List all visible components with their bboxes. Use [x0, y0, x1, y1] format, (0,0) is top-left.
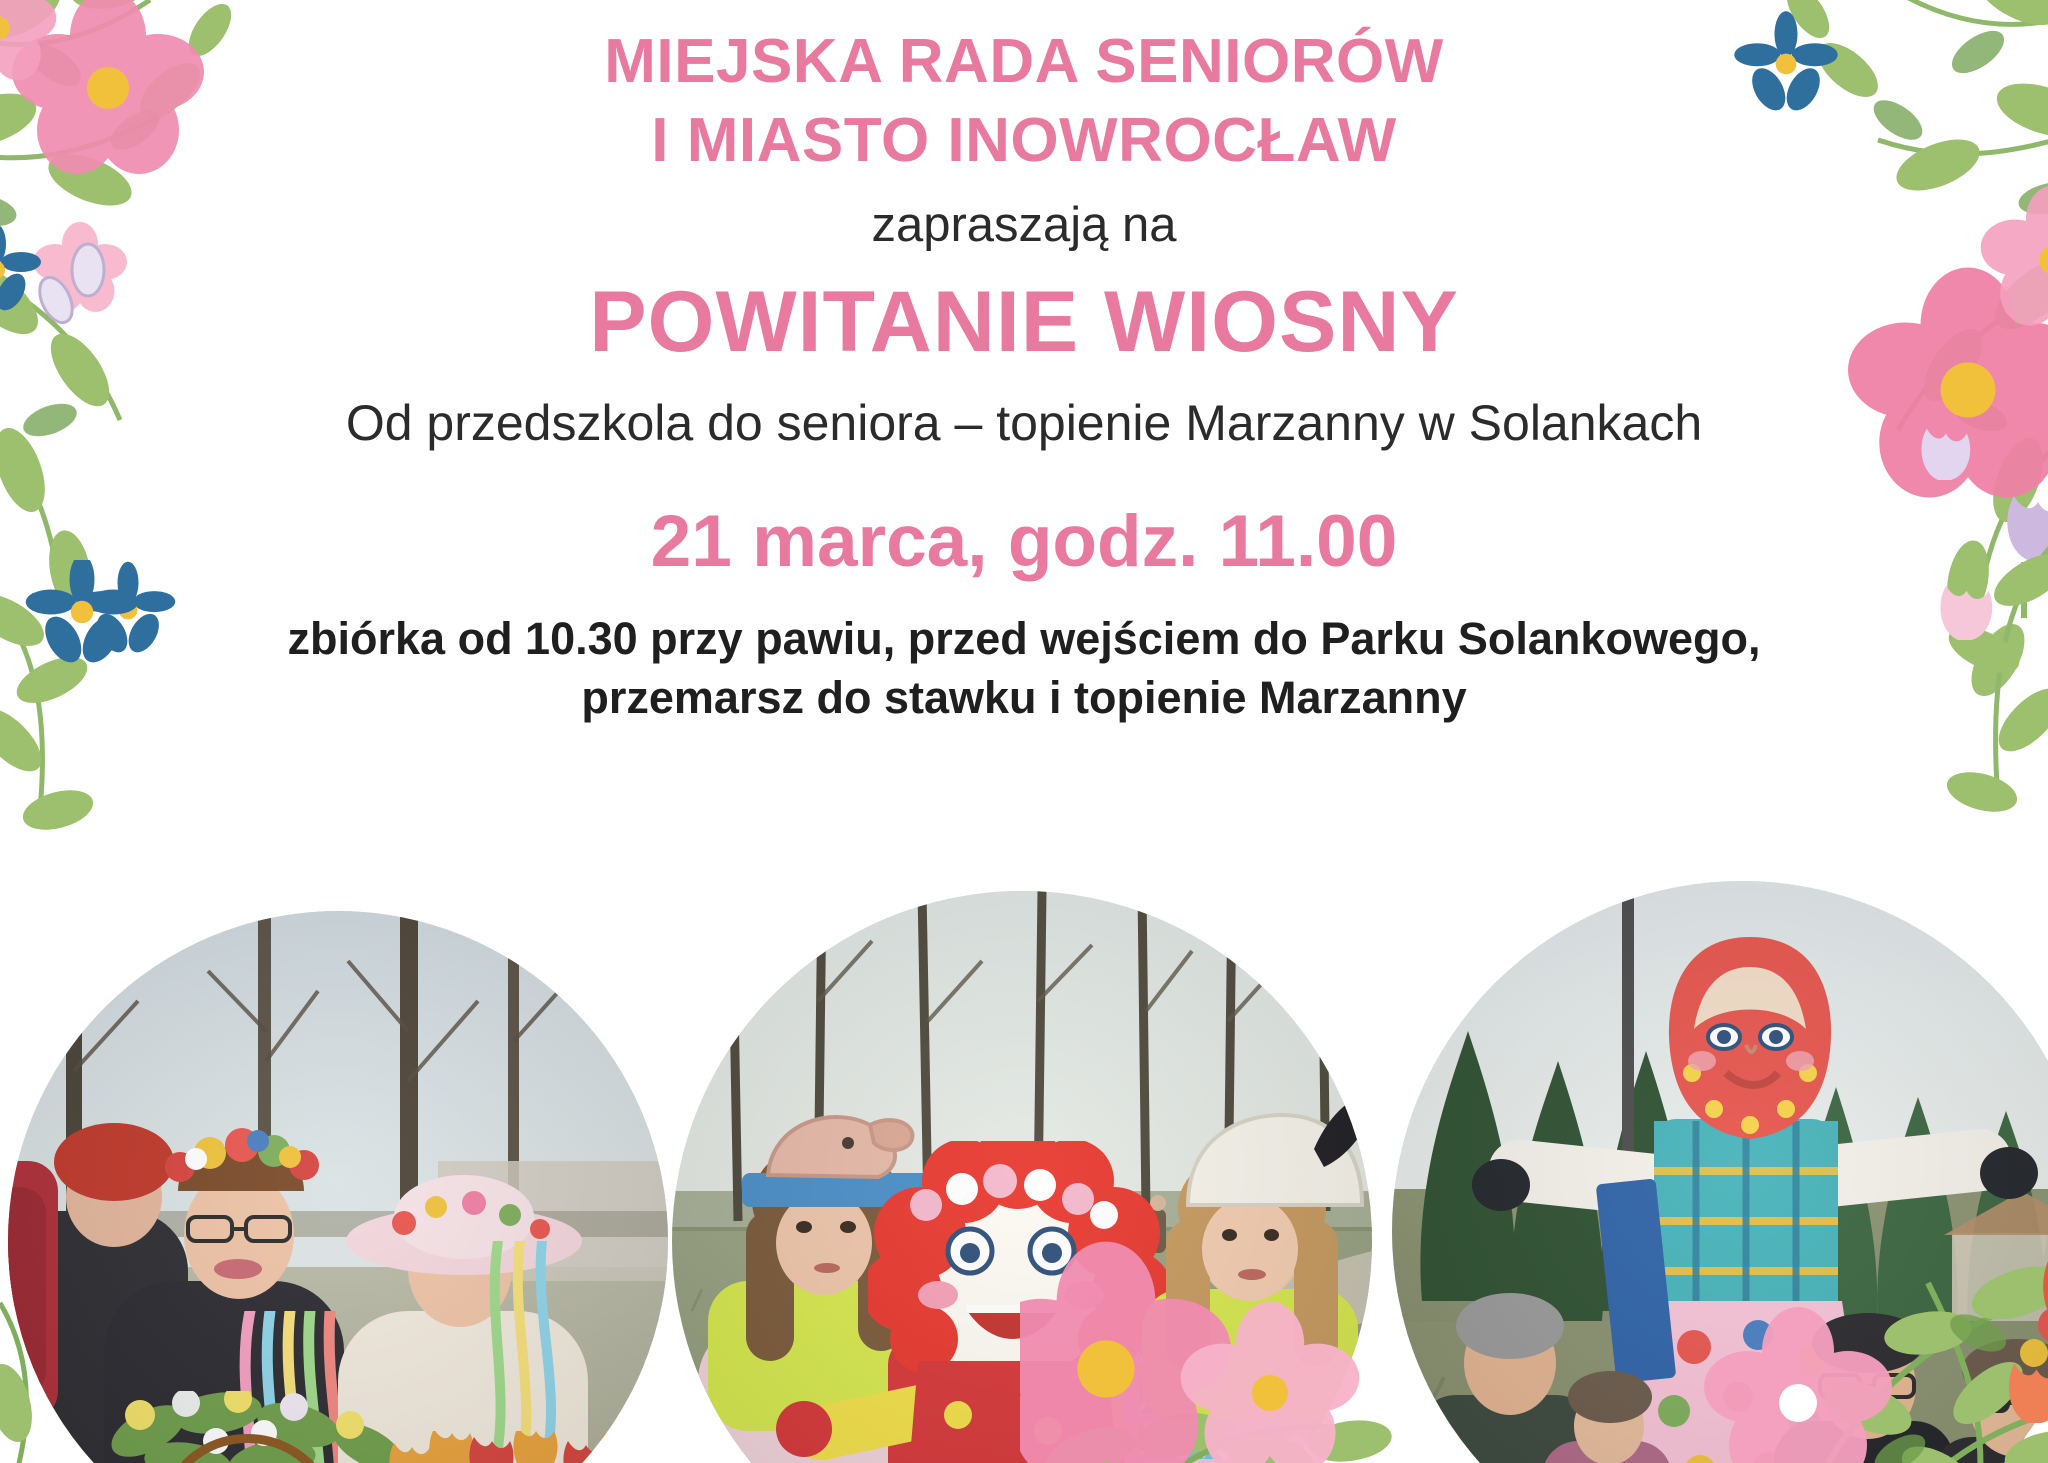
page-title: POWITANIE WIOSNY: [589, 273, 1459, 370]
organizer-line-1: MIEJSKA RADA SENIORÓW: [604, 27, 1444, 96]
invitation-text: zapraszają na: [871, 197, 1177, 252]
photo-children-with-marzanna-doll: [672, 891, 1372, 1463]
photo-marzanna-effigy-crowd: [1392, 881, 2048, 1463]
poster-text-block: [0, 22, 2048, 728]
event-details-line-1: zbiórka od 10.30 przy pawiu, przed wejściem do Parku Solankowego,: [287, 612, 1761, 664]
photo-seniors-with-flower-baskets: [8, 911, 668, 1463]
event-subtitle: Od przedszkola do seniora – topienie Marzanny w Solankach: [345, 394, 1703, 451]
event-details-line-2: przemarsz do stawku i topienie Marzanny: [581, 672, 1467, 724]
organizer-line-2: I MIASTO INOWROCŁAW: [651, 106, 1397, 176]
event-date-time: 21 marca, godz. 11.00: [650, 500, 1398, 582]
photo-collage: [0, 703, 2048, 1463]
